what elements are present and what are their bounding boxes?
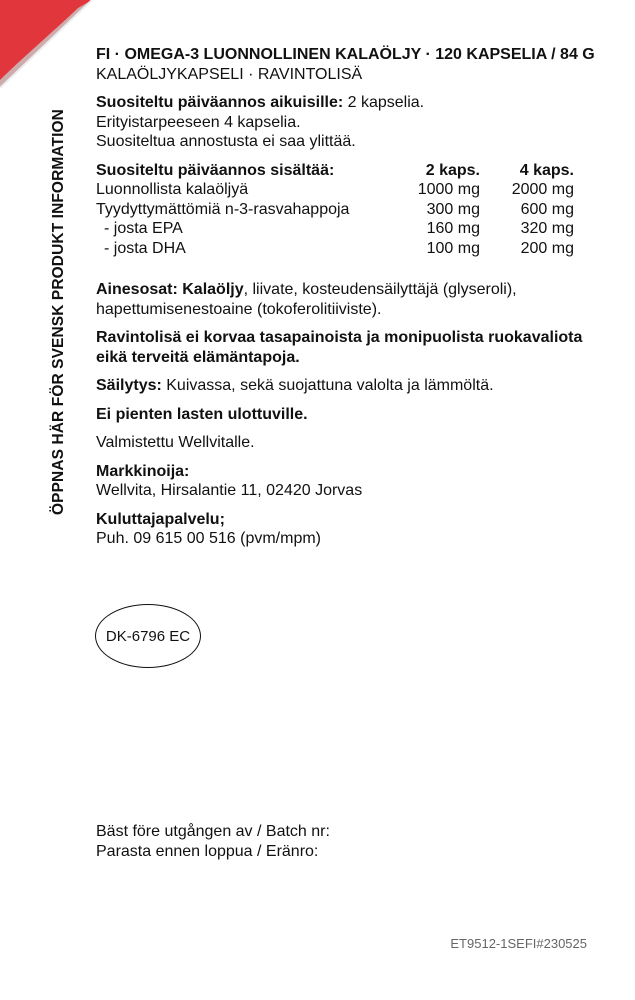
marketer-address: Wellvita, Hirsalantie 11, 02420 Jorvas — [96, 482, 363, 499]
table-row: - josta EPA 160 mg 320 mg — [104, 220, 574, 237]
table-header: Suositeltu päiväannos sisältää: 2 kaps. 4 kaps. — [96, 161, 574, 179]
product-subtitle: KALAÖLJYKAPSELI · RAVINTOLISÄ — [96, 65, 363, 83]
table-row: Tyydyttymättömiä n-3-rasvahappoja 300 mg 600 mg — [96, 200, 574, 218]
storage: Säilytys: Kuivassa, sekä suojattuna valolta ja lämmöltä. — [96, 377, 494, 394]
marketer-label: Markkinoija: — [96, 462, 190, 480]
children-warning: Ei pienten lasten ulottuville. — [96, 405, 308, 423]
nutrition-table — [96, 161, 574, 259]
open-here-side-text: ÖPPNAS HÄR FÖR SVENSK PRODUKT INFORMATION — [50, 109, 67, 515]
ingredients: Ainesosat: Kalaöljy, liivate, kosteudensäilyttäjä (glyseroli), hapettumisenestoaine (tokoferolitiiviste). — [96, 281, 517, 318]
dosage-special: Erityistarpeeseen 4 kapselia. — [96, 113, 301, 131]
manufactured: Valmistettu Wellvitalle. — [96, 434, 255, 451]
table-row: - josta DHA 100 mg 200 mg — [104, 239, 574, 257]
service-phone: Puh. 09 615 00 516 (pvm/mpm) — [96, 530, 322, 547]
dosage-line: Suositeltu päiväannos aikuisille: 2 kapselia. — [96, 94, 425, 111]
approval-mark: DK-6796 EC — [95, 604, 201, 668]
table-row: Luonnollista kalaöljyä 1000 mg 2000 mg — [96, 181, 574, 198]
batch-info: Bäst före utgången av / Batch nr: Parasta ennen loppua / Eränro: — [96, 823, 330, 860]
service-label: Kuluttajapalvelu; — [96, 510, 225, 528]
product-title: FI · OMEGA-3 LUONNOLLINEN KALAÖLJY · 120 KAPSELIA / 84 G — [96, 46, 595, 63]
label-content — [96, 45, 596, 549]
dosage-warning: Suositeltua annostusta ei saa ylittää. — [96, 133, 356, 150]
supplement-warning: Ravintolisä ei korvaa tasapainoista ja monipuolista ruokavaliota eikä terveitä elämäntapoja. — [96, 329, 583, 366]
product-code: ET9512-1SEFI#230525 — [450, 936, 587, 951]
